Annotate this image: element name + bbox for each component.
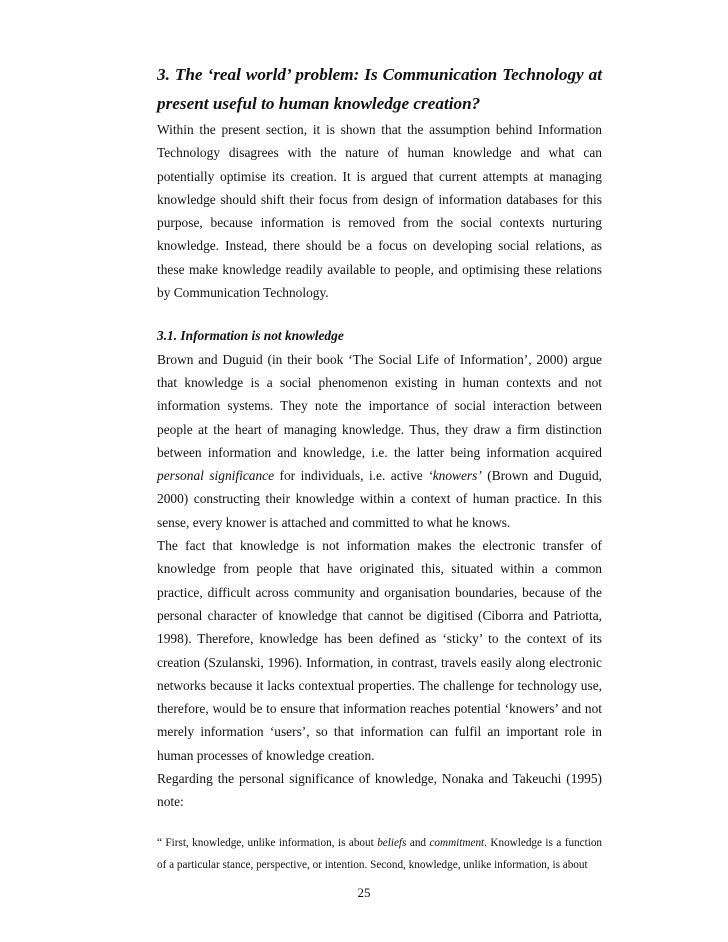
emphasis-beliefs: beliefs: [377, 836, 407, 849]
block-quote: [157, 832, 602, 877]
paragraph-text: (Brown and Duguid, 2000) constructing their knowledge within a context of human practice. In this sense, every knower is attached and committed to what he knows.: [157, 468, 602, 530]
quote-text: . Knowledge is a function of a particular stance, perspective, or intention. Second, knowledge, unlike information, is about: [157, 836, 603, 872]
page-number: 25: [357, 885, 371, 900]
emphasis-personal-significance: personal significance: [157, 468, 275, 484]
paragraph-knowledge-transfer: The fact that knowledge is not information makes the electronic transfer of knowledge from people that have originated this, situated within a common practice, difficult across community and organisation boundaries, because of the personal character of knowledge that cannot be digitised (Ciborra and Patriotta, 1998). Therefore, knowledge has been defined as ‘sticky’ to the context of its creation (Szulanski, 1996). Information, in contrast, travels easily along electronic networks because it lacks contextual properties. The challenge for technology use, therefore, would be to ensure that information reaches potential ‘knowers’ and not merely information ‘users’, so that information can fulfil an important role in human processes of knowledge creation.: [157, 538, 602, 763]
paragraph-text: for individuals, i.e. active: [279, 468, 423, 484]
subsection-heading: 3.1. Information is not knowledge: [157, 328, 344, 344]
section-intro-paragraph: Within the present section, it is shown that the assumption behind Information Technology disagrees with the nature of human knowledge and what can potentially optimise its creation. It is argued that current attempts at managing knowledge should shift their focus from design of information databases for this purpose, because information is removed from the social contexts nurturing knowledge. Instead, there should be a focus on developing social relations, as these make knowledge readily available to people, and optimising these relations by Communication Technology.: [157, 122, 602, 301]
paragraph-brown-duguid: [157, 348, 602, 534]
emphasis-commitment: commitment: [429, 836, 485, 849]
quote-text: “ First, knowledge, unlike information, is about: [157, 836, 374, 849]
paragraph-text: Brown and Duguid (in their book ‘The Social Life of Information’, 2000) argue that knowledge is a social phenomenon existing in human contexts and not information systems. They note the importance of social interaction between people at the heart of managing knowledge. Thus, they draw a firm distinction between information and knowledge, i.e. the latter being information acquired: [157, 351, 602, 460]
spacer: [157, 814, 602, 832]
page-body: [157, 60, 602, 877]
section-heading: 3. The ‘real world’ problem: Is Communication Technology at present useful to human knowledge creation?: [157, 65, 602, 113]
spacer: [157, 304, 602, 324]
quote-text: and: [409, 836, 427, 849]
paragraph-nonaka-takeuchi: Regarding the personal significance of knowledge, Nonaka and Takeuchi (1995) note:: [157, 771, 602, 810]
emphasis-knowers: ‘knowers’: [428, 468, 482, 484]
